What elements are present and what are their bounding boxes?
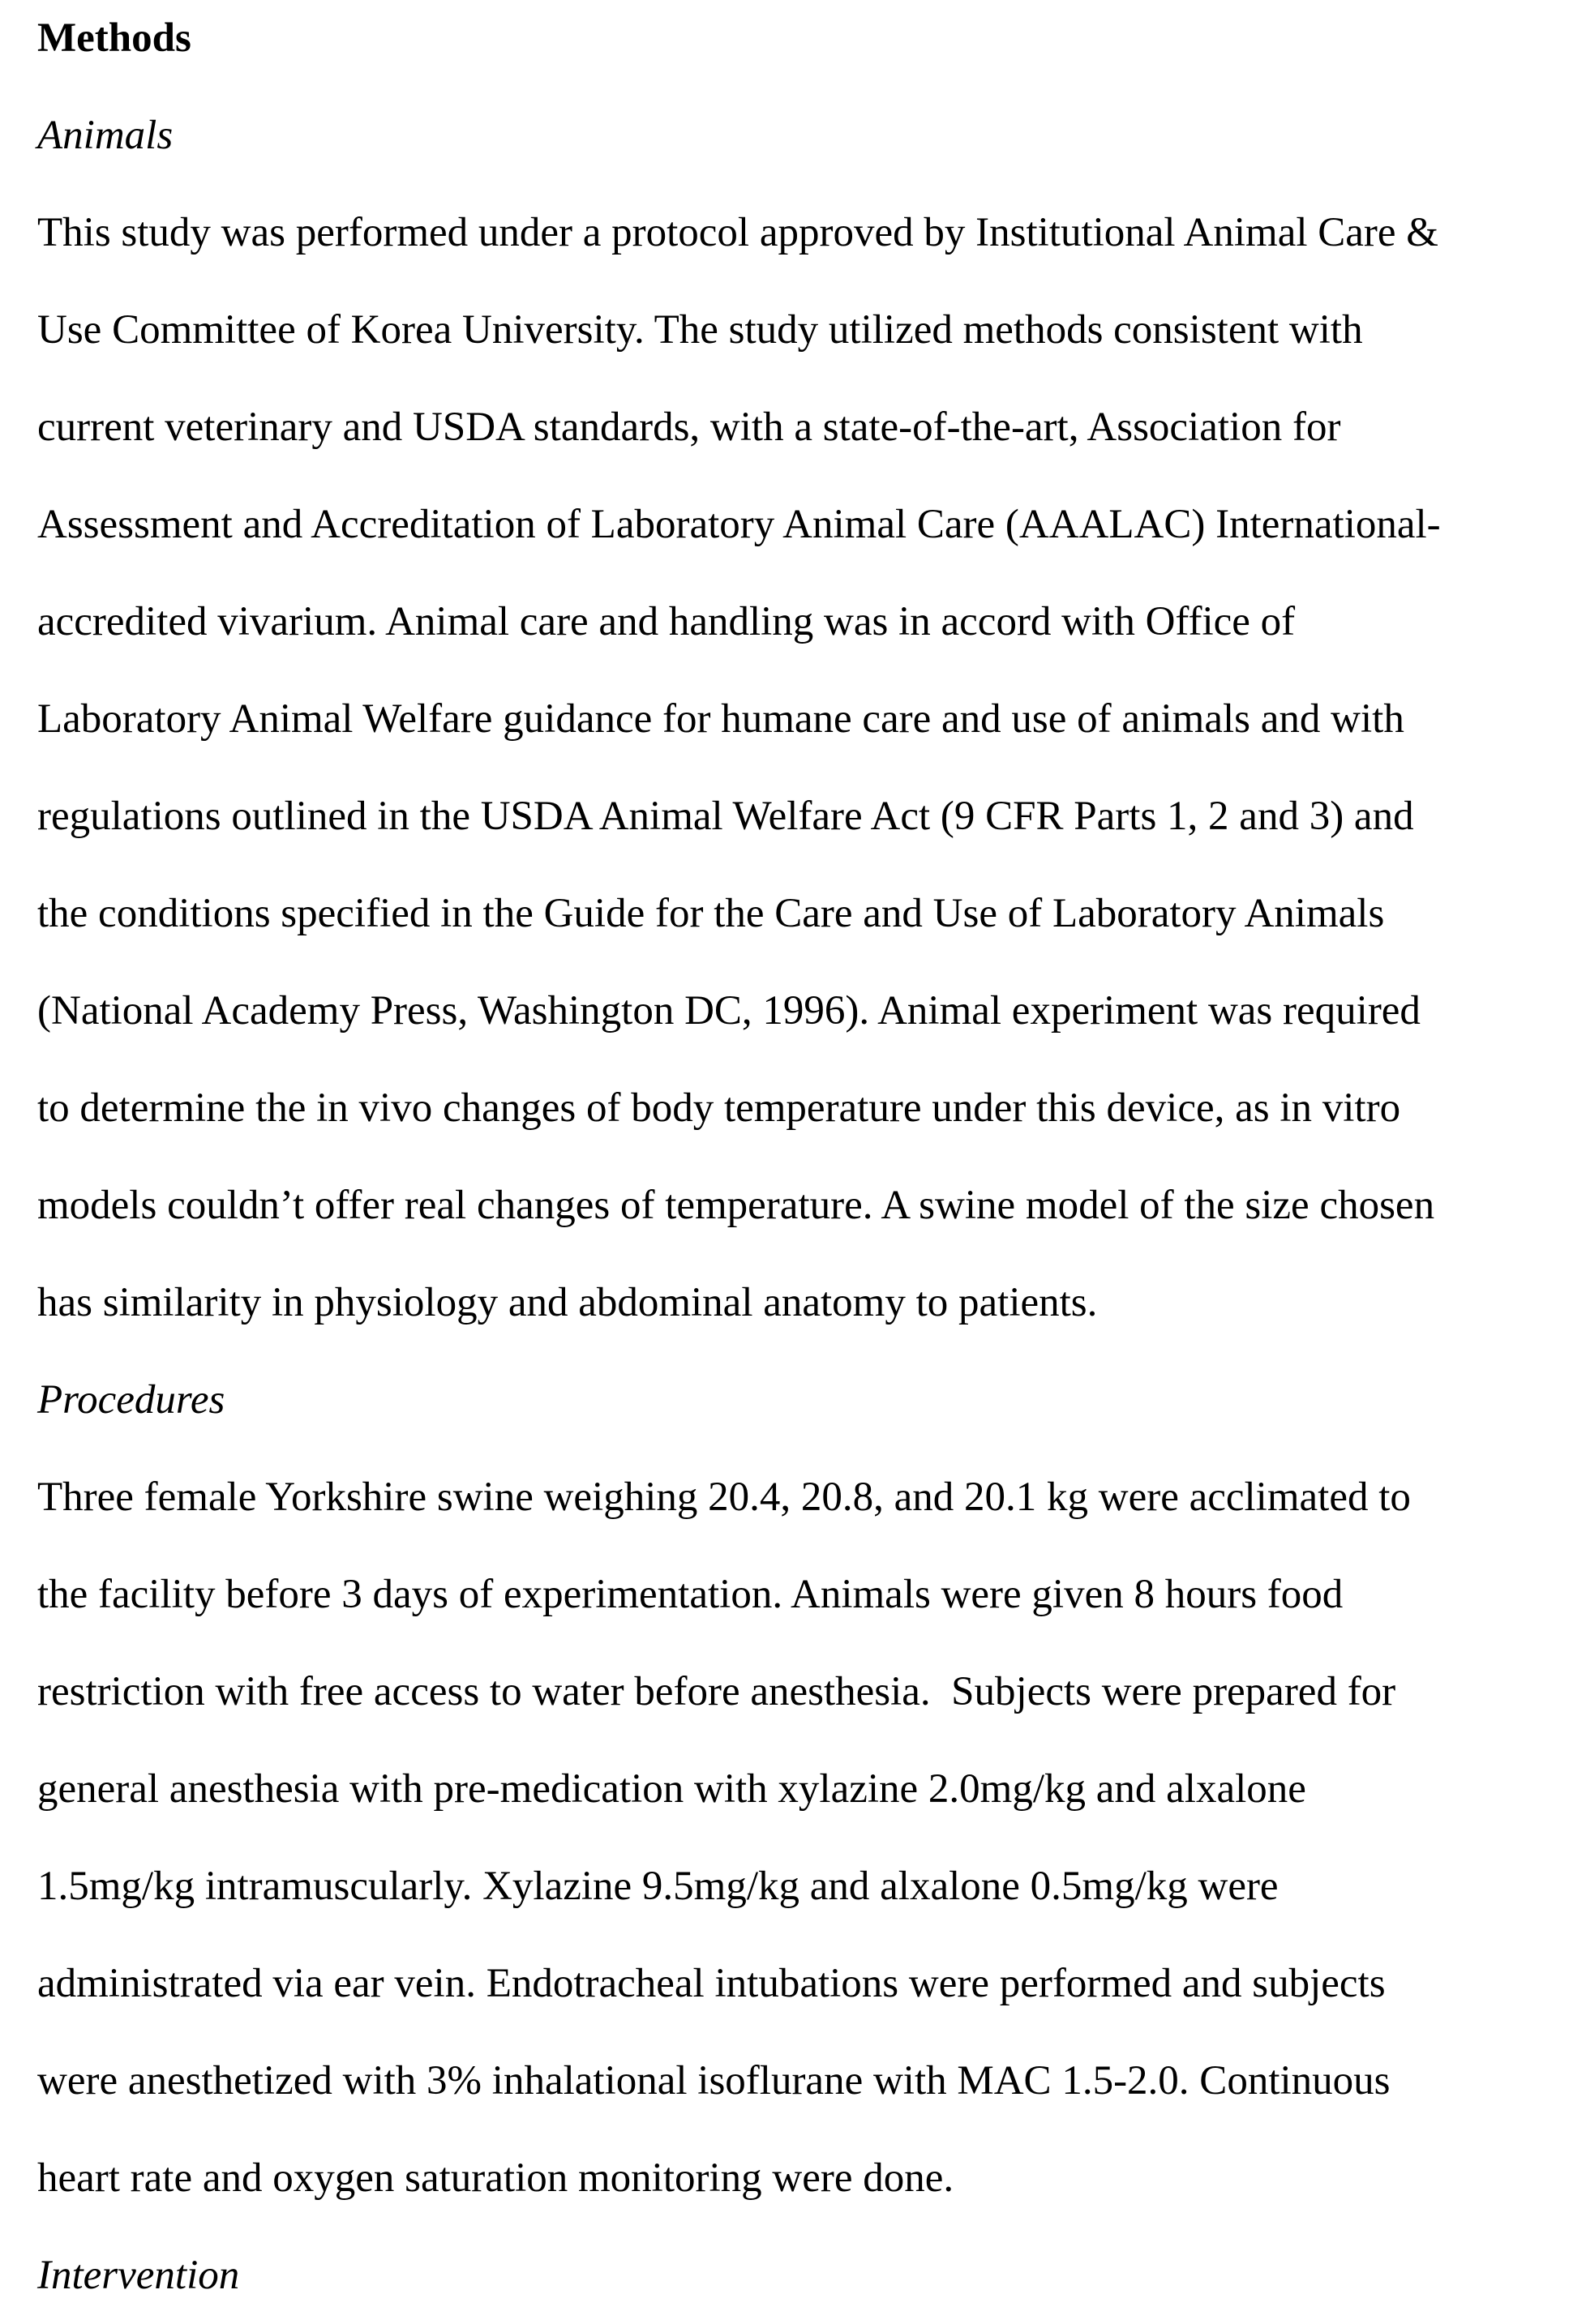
text-line: regulations outlined in the USDA Animal Welfare Act (9 CFR Parts 1, 2 and 3) and: [37, 794, 1414, 839]
text-line: accredited vivarium. Animal care and handling was in accord with Office of: [37, 599, 1296, 644]
text-line: to determine the in vivo changes of body temperature under this device, as in vitro: [37, 1085, 1401, 1131]
section-heading: Animals: [37, 113, 174, 158]
text-line: Use Committee of Korea University. The study utilized methods consistent with: [37, 307, 1363, 353]
section-heading: Methods: [37, 15, 191, 61]
text-line: 1.5mg/kg intramuscularly. Xylazine 9.5mg/kg and alxalone 0.5mg/kg were: [37, 1864, 1279, 1909]
text-line: models couldn’t offer real changes of temperature. A swine model of the size chosen: [37, 1183, 1435, 1228]
text-line: current veterinary and USDA standards, with a state-of-the-art, Association for: [37, 404, 1341, 450]
text-line: This study was performed under a protocol approved by Institutional Animal Care &: [37, 210, 1438, 255]
text-line: Laboratory Animal Welfare guidance for humane care and use of animals and with: [37, 696, 1404, 742]
text-line: administrated via ear vein. Endotracheal intubations were performed and subjects: [37, 1961, 1386, 2006]
section-heading: Intervention: [37, 2253, 240, 2298]
section-heading: Procedures: [37, 1377, 225, 1423]
text-line: restriction with free access to water before anesthesia. Subjects were prepared for: [37, 1669, 1396, 1714]
text-line: Assessment and Accreditation of Laboratory Animal Care (AAALAC) International-: [37, 502, 1441, 547]
text-line: were anesthetized with 3% inhalational isoflurane with MAC 1.5-2.0. Continuous: [37, 2058, 1391, 2104]
text-line: (National Academy Press, Washington DC, 1996). Animal experiment was required: [37, 988, 1421, 1034]
text-line: heart rate and oxygen saturation monitoring were done.: [37, 2155, 954, 2201]
text-line: the facility before 3 days of experimentation. Animals were given 8 hours food: [37, 1572, 1344, 1617]
text-line: the conditions specified in the Guide for the Care and Use of Laboratory Animals: [37, 891, 1385, 936]
text-line: general anesthesia with pre-medication with xylazine 2.0mg/kg and alxalone: [37, 1766, 1306, 1812]
text-line: Three female Yorkshire swine weighing 20.4, 20.8, and 20.1 kg were acclimated to: [37, 1474, 1411, 1520]
text-line: has similarity in physiology and abdominal anatomy to patients.: [37, 1280, 1098, 1325]
